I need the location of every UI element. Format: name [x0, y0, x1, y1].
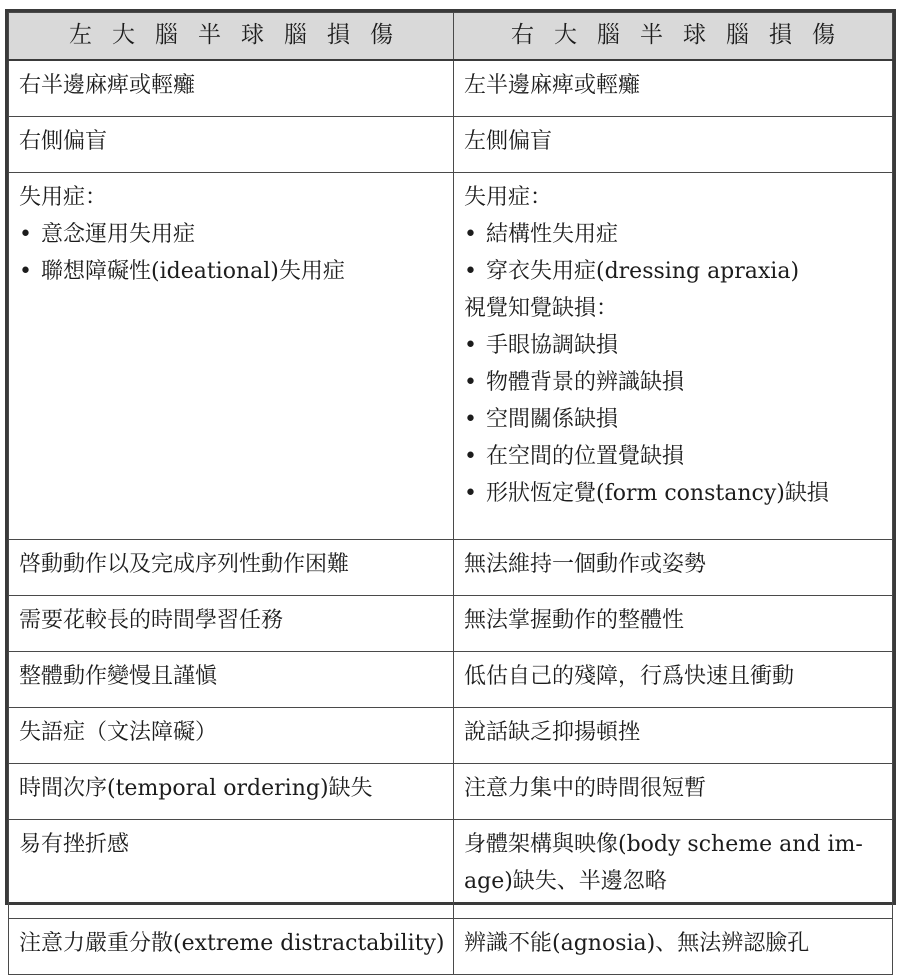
right-cell: 無法掌握動作的整體性	[454, 596, 893, 652]
table-row	[9, 708, 893, 764]
right-cell: 左半邊麻痺或輕癱	[454, 60, 893, 117]
bullet-item: • 手眼協調缺損	[464, 327, 892, 364]
right-cell: 低估自己的殘障，行爲快速且衝動	[454, 652, 893, 708]
table-row	[9, 652, 893, 708]
left-cell: 右半邊麻痺或輕癱	[9, 60, 454, 117]
table-row	[9, 173, 893, 540]
left-cell: 時間次序(temporal ordering)缺失	[9, 764, 454, 820]
right-cell: 身體架構與映像(body scheme and im- age)缺失、半邊忽略	[454, 820, 893, 919]
table-row	[9, 919, 893, 975]
header-left-hemisphere: 左大腦半球腦損傷	[9, 13, 454, 61]
comparison-table-frame	[5, 9, 896, 956]
right-cell: 說話缺乏抑揚頓挫	[454, 708, 893, 764]
table-row	[9, 540, 893, 596]
left-cell: 啓動動作以及完成序列性動作困難	[9, 540, 454, 596]
header-right-hemisphere: 右大腦半球腦損傷	[454, 13, 893, 61]
left-cell: 注意力嚴重分散(extreme distractability)	[9, 919, 454, 975]
bullet-item: • 聯想障礙性(ideational)失用症	[19, 253, 453, 290]
bullet-item: • 意念運用失用症	[19, 216, 453, 253]
right-cell: 辨識不能(agnosia)、無法辨認臉孔	[454, 919, 893, 975]
right-cell: 無法維持一個動作或姿勢	[454, 540, 893, 596]
right-cell: 注意力集中的時間很短暫	[454, 764, 893, 820]
bullet-item: • 在空間的位置覺缺損	[464, 438, 892, 475]
left-cell: 需要花較長的時間學習任務	[9, 596, 454, 652]
bullet-item: • 結構性失用症	[464, 216, 892, 253]
bullet-item: • 形狀恆定覺(form constancy)缺損	[464, 475, 892, 512]
bullet-item: • 穿衣失用症(dressing apraxia)	[464, 253, 892, 290]
bullet-item: • 物體背景的辨識缺損	[464, 364, 892, 401]
table-header-row	[9, 13, 893, 61]
left-cell: 失語症（文法障礙）	[9, 708, 454, 764]
left-cell: 失用症： • 意念運用失用症 • 聯想障礙性(ideational)失用症	[9, 173, 454, 540]
left-cell: 易有挫折感	[9, 820, 454, 919]
left-cell: 整體動作變慢且謹愼	[9, 652, 454, 708]
left-cell: 右側偏盲	[9, 117, 454, 173]
table-row	[9, 596, 893, 652]
table-row	[9, 117, 893, 173]
table-row	[9, 60, 893, 117]
right-cell: 左側偏盲	[454, 117, 893, 173]
bullet-item: • 空間關係缺損	[464, 401, 892, 438]
table-row	[9, 820, 893, 919]
table-row	[9, 764, 893, 820]
brain-damage-comparison-table	[8, 12, 893, 975]
right-cell: 失用症： • 結構性失用症 • 穿衣失用症(dressing apraxia) 視覺知覺缺損： • 手眼協調缺損 • 物體背景的辨識缺損 • 空間關係缺損 • 在空間的位置覺缺損 • 形狀恆定覺(form constancy)缺損	[454, 173, 893, 540]
